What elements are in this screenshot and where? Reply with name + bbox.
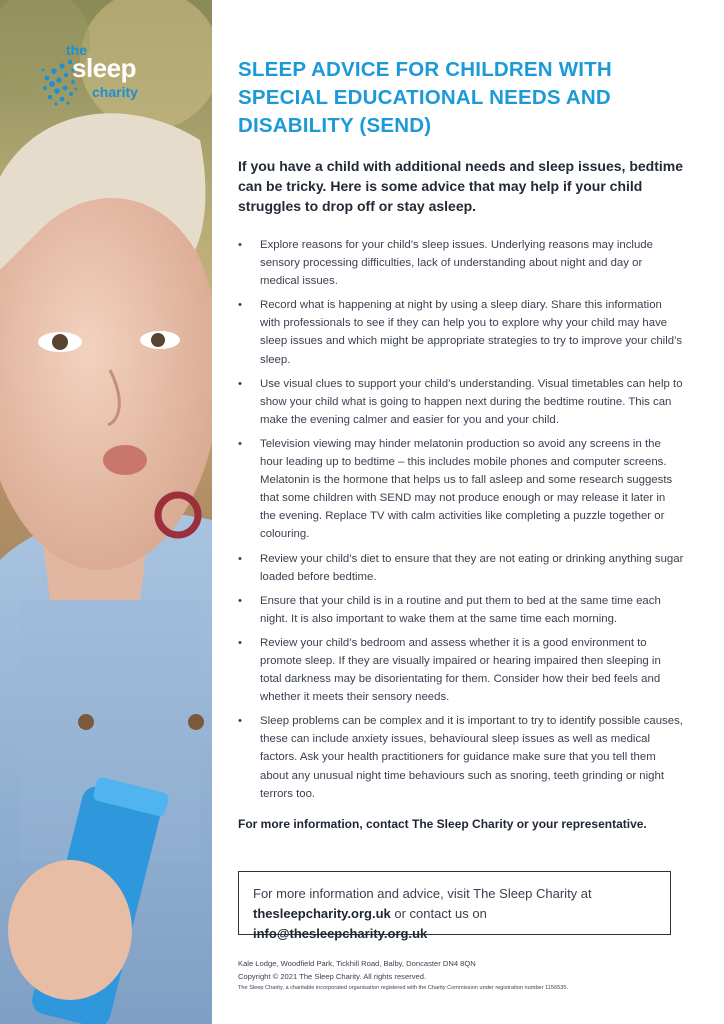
sleep-charity-logo <box>40 42 170 108</box>
list-item <box>238 634 684 706</box>
logo-sleep: sleep <box>72 53 136 83</box>
page-title <box>238 56 684 140</box>
list-item-text: Record what is happening at night by using a sleep diary. Share this information with professionals to see if they can help you to explore why your child may have sleep issues and which might be appropriate strategies to try to improve your child’s sleep. <box>260 299 683 366</box>
intro-text: If you have a child with additional needs and sleep issues, bedtime can be tricky. Here is some advice that may help if your child struggles to drop off or stay asleep. <box>238 158 683 214</box>
list-item <box>238 435 684 544</box>
website-link[interactable]: thesleepcharity.org.uk <box>253 906 391 921</box>
contact-box <box>238 871 671 941</box>
footer <box>238 958 688 993</box>
list-item-text: Use visual clues to support your child’s understanding. Visual timetables can help to show your child what is going to happen next during the bedtime routine. This can make the evening calmer and easier for you and your child. <box>260 377 683 426</box>
bullet-icon: • <box>238 552 242 565</box>
list-item-text: Explore reasons for your child’s sleep issues. Underlying reasons may include sensory processing difficulties, lack of understanding about night and day or medical issues. <box>260 239 653 288</box>
list-item-text: Television viewing may hinder melatonin production so avoid any screens in the hour leading up to bedtime – this includes mobile phones and computer screens. Melatonin is the hormone that helps us to fall asleep and some research suggests that some children with SEND may not produce enough or may release it later in the evening. Replace TV with calm activities like completing a puzzle together or colouring. <box>260 437 673 541</box>
bullet-icon: • <box>238 299 242 312</box>
list-item-text: Review your child’s diet to ensure that they are not eating or drinking anything sugar loaded before bedtime. <box>260 552 684 583</box>
list-item <box>238 550 684 586</box>
child-illustration <box>0 0 212 1024</box>
bullet-icon: • <box>238 636 242 649</box>
bullet-icon: • <box>238 377 242 390</box>
child-photo <box>0 0 212 1024</box>
contact-box-middle: or contact us on <box>390 906 487 921</box>
list-item <box>238 375 684 429</box>
footer-registration: The Sleep Charity, a charitable incorporated organisation registered with the Charity Commission under registration number 1156535. <box>238 985 568 991</box>
list-item <box>238 296 684 368</box>
advice-list <box>238 236 684 803</box>
list-item-text: Ensure that your child is in a routine and put them to bed at the same time each night. It is also important to wake them at the same time each morning. <box>260 594 661 625</box>
email-link[interactable]: info@thesleepcharity.org.uk <box>253 926 428 941</box>
bullet-icon: • <box>238 715 242 728</box>
logo-charity: charity <box>92 84 138 100</box>
bullet-icon: • <box>238 594 242 607</box>
footer-copyright: Copyright © 2021 The Sleep Charity. All rights reserved. <box>238 971 427 981</box>
contact-box-links <box>253 904 656 944</box>
footer-address: Kale Lodge, Woodfield Park, Tickhill Road, Balby, Doncaster DN4 8QN <box>238 959 476 968</box>
bullet-icon: • <box>238 437 242 450</box>
title-line-3: DISABILITY (SEND) <box>238 114 432 137</box>
bullet-icon: • <box>238 239 242 251</box>
more-info-text: For more information, contact The Sleep Charity or your representative. <box>238 816 647 831</box>
main-content <box>238 56 684 831</box>
title-line-1: SLEEP ADVICE FOR CHILDREN WITH <box>238 58 612 81</box>
logo-the: the <box>66 42 87 58</box>
list-item <box>238 712 684 802</box>
contact-box-intro: For more information and advice, visit The Sleep Charity at <box>253 886 592 901</box>
list-item-text: Sleep problems can be complex and it is important to try to identify possible causes, these can include anxiety issues, behavioural sleep issues as well as medical factors. Ask your health practitioners for guidance make sure that you tell them about any unusual night time behaviours such as snoring, teeth grinding or night terrors too. <box>260 715 683 800</box>
list-item <box>238 592 684 628</box>
list-item-text: Review your child’s bedroom and assess whether it is a good environment to promote sleep. If they are visually impaired or hearing impaired then sleeping in total darkness may be disorientating for them. Consider how their bed feels and whether it meets their sensory needs. <box>260 636 661 704</box>
title-line-2: SPECIAL EDUCATIONAL NEEDS AND <box>238 86 611 109</box>
list-item <box>238 236 684 290</box>
